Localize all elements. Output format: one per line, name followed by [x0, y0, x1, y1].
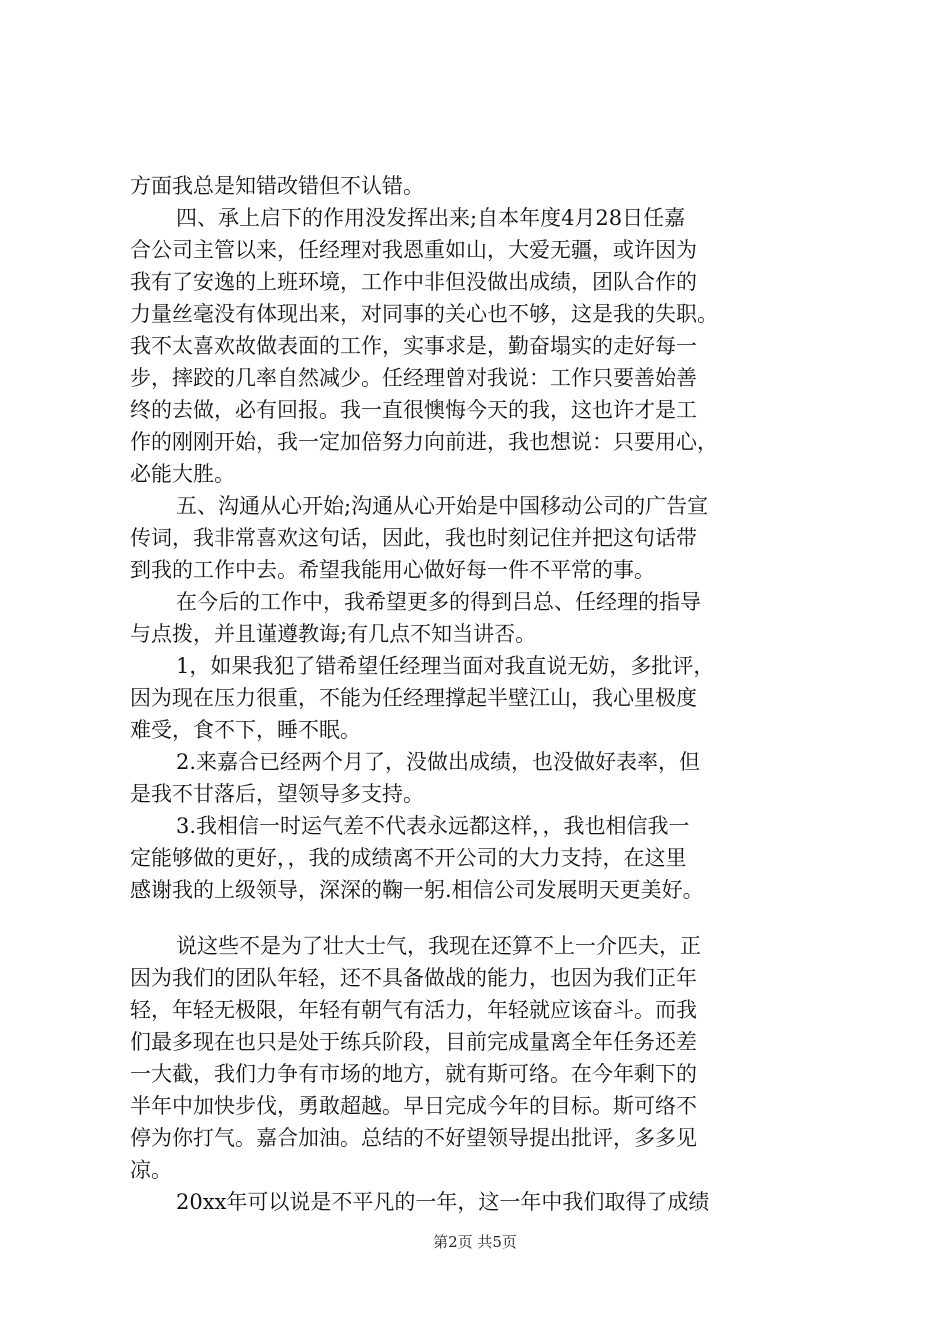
text-line: 方面我总是知错改错但不认错。	[130, 174, 424, 198]
text-line: 说这些不是为了壮大士气，我现在还算不上一介匹夫，正	[176, 934, 701, 958]
text-line: 因为现在压力很重，不能为任经理撑起半壁江山，我心里极度	[130, 686, 697, 710]
page-number-footer: 第2页 共5页	[433, 1233, 517, 1251]
text-line: 必能大胜。	[130, 462, 235, 486]
text-line: 3.我相信一时运气差不代表永远都这样，，我也相信我一	[176, 814, 690, 838]
text-line: 传词，我非常喜欢这句话，因此，我也时刻记住并把这句话带	[130, 526, 697, 550]
text-line: 们最多现在也只是处于练兵阶段，目前完成量离全年任务还差	[130, 1030, 697, 1054]
text-line: 因为我们的团队年轻，还不具备做战的能力，也因为我们正年	[130, 966, 697, 990]
text-line: 定能够做的更好，，我的成绩离不开公司的大力支持，在这里	[130, 846, 687, 870]
text-line: 五、沟通从心开始;沟通从心开始是中国移动公司的广告宣	[176, 494, 709, 518]
text-line: 四、承上启下的作用没发挥出来;自本年度4月28日任嘉	[176, 206, 686, 230]
text-line: 到我的工作中去。希望我能用心做好每一件不平常的事。	[130, 558, 655, 582]
text-line: 感谢我的上级领导，深深的鞠一躬.相信公司发展明天更美好。	[130, 878, 704, 902]
text-line: 是我不甘落后，望领导多支持。	[130, 782, 424, 806]
text-line: 步，摔跤的几率自然减少。任经理曾对我说：工作只要善始善	[130, 366, 697, 390]
text-line: 1，如果我犯了错希望任经理当面对我直说无妨，多批评，	[176, 654, 715, 678]
text-line: 一大截，我们力争有市场的地方，就有斯可络。在今年剩下的	[130, 1062, 697, 1086]
text-line: 半年中加快步伐，勇敢超越。早日完成今年的目标。斯可络不	[130, 1094, 697, 1118]
text-line: 终的去做，必有回报。我一直很懊悔今天的我，这也许才是工	[130, 398, 697, 422]
text-line: 我不太喜欢故做表面的工作，实事求是，勤奋塌实的走好每一	[130, 334, 697, 358]
text-line: 轻，年轻无极限，年轻有朝气有活力，年轻就应该奋斗。而我	[130, 998, 697, 1022]
text-line: 2.来嘉合已经两个月了，没做出成绩，也没做好表率，但	[176, 750, 701, 774]
text-line: 与点拨，并且谨遵教诲;有几点不知当讲否。	[130, 622, 537, 646]
text-line: 凉。	[130, 1158, 172, 1182]
text-line: 20xx年可以说是不平凡的一年，这一年中我们取得了成绩	[176, 1190, 710, 1214]
text-line: 在今后的工作中，我希望更多的得到吕总、任经理的指导	[176, 590, 701, 614]
text-line: 力量丝毫没有体现出来，对同事的关心也不够，这是我的失职。	[130, 302, 718, 326]
text-line: 合公司主管以来，任经理对我恩重如山，大爱无疆，或许因为	[130, 238, 697, 262]
text-line: 我有了安逸的上班环境，工作中非但没做出成绩，团队合作的	[130, 270, 697, 294]
text-line: 停为你打气。嘉合加油。总结的不好望领导提出批评，多多见	[130, 1126, 697, 1150]
text-line: 作的刚刚开始，我一定加倍努力向前进，我也想说：只要用心，	[130, 430, 718, 454]
text-line: 难受，食不下，睡不眠。	[130, 718, 361, 742]
